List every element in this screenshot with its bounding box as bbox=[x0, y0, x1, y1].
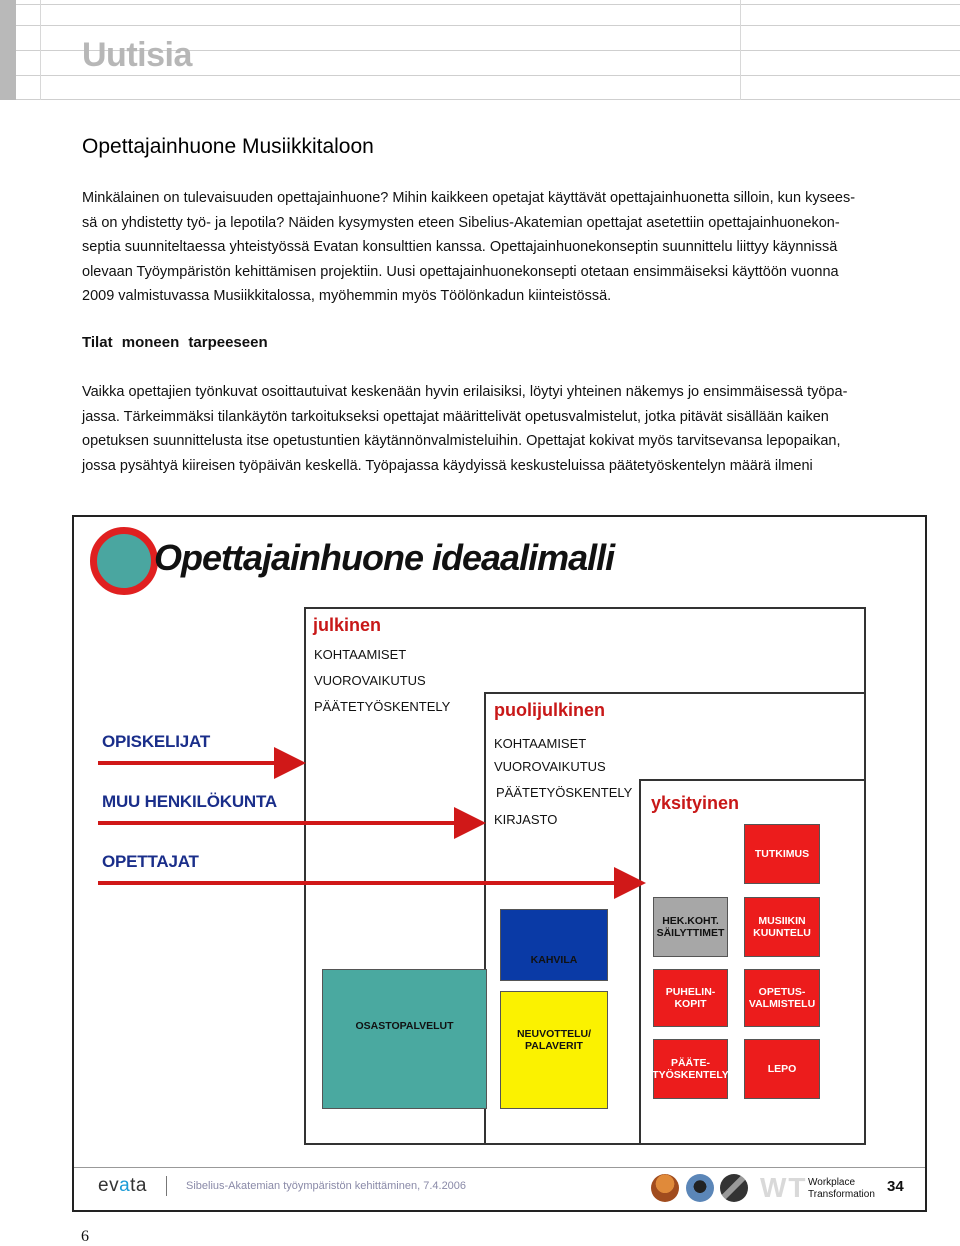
article-paragraph-2 bbox=[82, 380, 906, 478]
text-line: 2009 valmistuvassa Musiikkitalossa, myöhemmin myös Töölönkadun kiinteistössä. bbox=[82, 288, 612, 305]
room-opetusvalmistelu: OPETUS-VALMISTELU bbox=[744, 969, 820, 1027]
zone-semi-item: PÄÄTETYÖSKENTELY bbox=[496, 785, 633, 800]
header-side-bar bbox=[0, 0, 16, 100]
room-neuvottelu-palaverit: NEUVOTTELU/ PALAVERIT bbox=[500, 991, 608, 1109]
zone-semi-item: VUOROVAIKUTUS bbox=[494, 759, 606, 774]
text-line: opetuksen suunnittelusta itse opetustuntien käytännönvalmisteluihin. Opettajat kokivat myös tarvitsevansa lepopaikan, bbox=[82, 433, 841, 450]
zone-semi-item: KOHTAAMISET bbox=[494, 736, 587, 751]
header-divider bbox=[40, 0, 41, 100]
evata-logo bbox=[98, 1175, 147, 1197]
ideal-model-figure bbox=[72, 515, 927, 1212]
header-rule bbox=[16, 75, 960, 76]
arrow-line bbox=[98, 881, 618, 885]
wt-logo-text bbox=[808, 1177, 875, 1201]
room-kahvila: KAHVILA bbox=[500, 909, 608, 981]
figure-footer bbox=[74, 1167, 925, 1210]
group-label-students: OPISKELIJAT bbox=[102, 732, 211, 751]
header-rule bbox=[16, 99, 960, 100]
arrow-line bbox=[98, 821, 458, 825]
arrow-head-icon bbox=[454, 807, 486, 839]
zone-public-heading: julkinen bbox=[313, 615, 382, 635]
arrow-head-icon bbox=[274, 747, 306, 779]
header-rule bbox=[16, 25, 960, 26]
zone-semi-item: KIRJASTO bbox=[494, 812, 558, 827]
text-line: jossa pysähtyä kiireisen työpäivän keskellä. Työpajassa käydyissä keskusteluissa päätetyöskentelyn määrä ilmeni bbox=[82, 457, 813, 474]
group-label-teachers: OPETTAJAT bbox=[102, 852, 199, 871]
photo-icon bbox=[651, 1174, 679, 1202]
text-line: sä on yhdistetty työ- ja lepotila? Näiden kysymysten eteen Sibelius-Akatemian opettajat asetettiin opettajainhuonekon- bbox=[82, 214, 840, 231]
room-tutkimus: TUTKIMUS bbox=[744, 824, 820, 884]
room-hek-koht-sailyttimet: HEK.KOHT. SÄILYTTIMET bbox=[653, 897, 728, 957]
slide-number: 34 bbox=[887, 1178, 904, 1195]
header-divider bbox=[740, 0, 741, 100]
room-paatetyoskentely: PÄÄTE-TYÖSKENTELY bbox=[653, 1039, 728, 1099]
zone-public-item: PÄÄTETYÖSKENTELY bbox=[314, 699, 451, 714]
wt-logo-line: Transformation bbox=[808, 1189, 875, 1200]
text-line: Minkälainen on tulevaisuuden opettajainhuone? Mihin kaikkeen opetajat käyttävät opettajainhuonetta silloin, kun kysees- bbox=[82, 190, 856, 206]
photo-icon bbox=[686, 1174, 714, 1202]
zone-public-item: VUOROVAIKUTUS bbox=[314, 673, 426, 688]
section-title: Uutisia bbox=[82, 36, 192, 74]
wt-logo-line: Workplace bbox=[808, 1177, 856, 1188]
circle-bullet-icon bbox=[90, 527, 158, 595]
page-number: 6 bbox=[81, 1228, 89, 1245]
article-subheading: Tilat moneen tarpeeseen bbox=[82, 334, 268, 351]
arrow-head-icon bbox=[614, 867, 646, 899]
room-puhelinkopit: PUHELIN-KOPIT bbox=[653, 969, 728, 1027]
photo-icon bbox=[720, 1174, 748, 1202]
room-osastopalvelut: OSASTOPALVELUT bbox=[322, 969, 487, 1109]
zone-public-item: KOHTAAMISET bbox=[314, 647, 407, 662]
zone-private-heading: yksityinen bbox=[651, 793, 740, 813]
zone-semi-heading: puolijulkinen bbox=[494, 700, 605, 720]
text-line: Vaikka opettajien työnkuvat osoittautuivat keskenään hyvin erilaisiksi, löytyi yhteinen näkemys jo ensimmäisessä työpa- bbox=[82, 384, 848, 400]
footer-caption: Sibelius-Akatemian työympäristön kehittäminen, 7.4.2006 bbox=[186, 1180, 467, 1192]
arrow-line bbox=[98, 761, 278, 765]
article-title: Opettajainhuone Musiikkitaloon bbox=[82, 135, 374, 158]
text-line: septia suunniteltaessa yhteistyössä Evatan konsulttien kanssa. Opettajainhuonekonseptin suunnittelu liittyy käynnissä bbox=[82, 239, 838, 256]
room-musiikin-kuuntelu: MUSIIKIN KUUNTELU bbox=[744, 897, 820, 957]
room-lepo: LEPO bbox=[744, 1039, 820, 1099]
text-line: jassa. Tärkeimmäksi tilankäytön tarkoitukseksi opettajat määrittelivät opetusvalmistelut, jotka pitävät sisällään kaiken bbox=[82, 408, 829, 425]
header-rule bbox=[16, 4, 960, 5]
logo-text: ev bbox=[98, 1175, 120, 1196]
text-line: olevaan Työympäristön kehittämisen projektiin. Uusi opettajainhuonekonsepti otetaan ensimmäiseksi käyttöön vuonna bbox=[82, 263, 839, 280]
logo-text: ta bbox=[130, 1175, 148, 1196]
article-paragraph-1 bbox=[82, 186, 906, 309]
group-label-other-staff: MUU HENKILÖKUNTA bbox=[102, 792, 277, 811]
footer-separator bbox=[166, 1176, 167, 1196]
page-header bbox=[0, 0, 960, 102]
wt-logo: WT bbox=[760, 1172, 808, 1203]
logo-accent: a bbox=[119, 1175, 131, 1196]
figure-title: Opettajainhuone ideaalimalli bbox=[154, 537, 615, 578]
